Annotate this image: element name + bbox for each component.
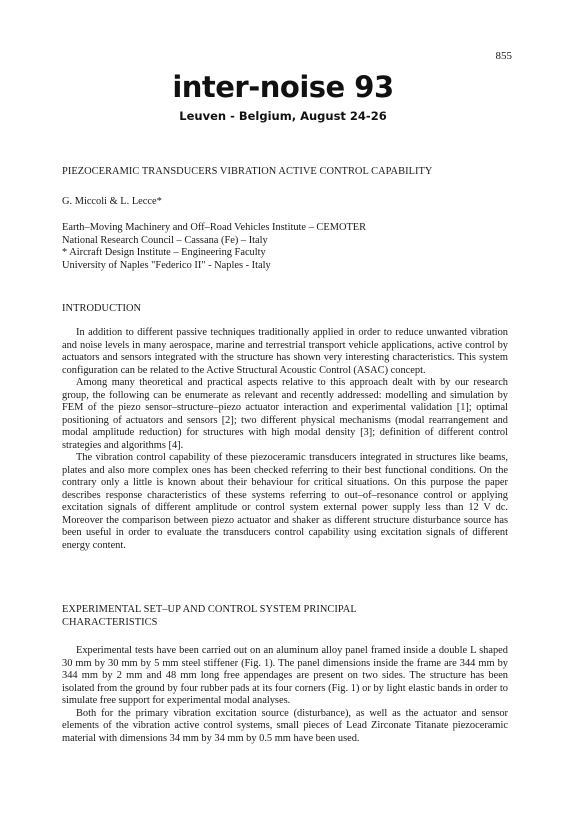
- paragraph: Experimental tests have been carried out on an aluminum alloy panel framed inside a double L shaped 30 mm by 30 mm by 5 mm steel stiffener (Fig. 1). The panel dimensions inside the frame are 344 mm by 344 mm by 2 mm and 48 mm long free appendages are present on two sides. The structure has been isolated from the ground by four rubber pads at its four corners (Fig. 1) or by light elastic bands in order to simulate free support for experimental modal analyses.: [62, 645, 508, 706]
- paper-title: PIEZOCERAMIC TRANSDUCERS VIBRATION ACTIVE CONTROL CAPABILITY: [62, 166, 433, 177]
- affiliation-line: Earth–Moving Machinery and Off–Road Vehicles Institute – CEMOTER: [62, 222, 367, 233]
- affiliation-line: * Aircraft Design Institute – Engineering Faculty: [62, 247, 266, 258]
- affiliation-line: National Research Council – Cassana (Fe) – Italy: [62, 234, 268, 246]
- paragraph: The vibration control capability of these piezoceramic transducers integrated in structures like beams, plates and also more complex ones has been checked referring to their best functional conditions. On the contrary only a little is known about their behaviour for critical situations. On this purpose the paper describes response characteristics of these systems referring to out–of–resonance control or applying excitation signals of different amplitude or control system external power supply less than 12 V dc. Moreover the comparison between piezo actuator and shaker as different structure disturbance source has been useful in order to evaluate the transducers control capability using excitation signals of different energy content.: [62, 452, 508, 551]
- heading-line: CHARACTERISTICS: [62, 616, 158, 628]
- conference-logo: inter-noise 93: [172, 70, 394, 104]
- paragraph: Both for the primary vibration excitation source (disturbance), as well as the actuator and sensor elements of the vibration active control systems, small pieces of Lead Zirconate Titanate piezoceramic material with dimensions 34 mm by 34 mm by 0.5 mm have been used.: [62, 707, 508, 744]
- page-number: 855: [495, 50, 512, 62]
- experimental-body: [62, 645, 508, 745]
- paper-authors: G. Miccoli & L. Lecce*: [62, 196, 162, 207]
- conference-subtitle: Leuven - Belgium, August 24-26: [179, 109, 387, 123]
- paragraph: In addition to different passive techniques traditionally applied in order to reduce unwanted vibration and noise levels in many aerospace, marine and terrestrial transport vehicle applications, active control by actuators and sensors integrated with the structure has shown very interesting characteristics. This system configuration can be related to the Active Structural Acoustic Control (ASAC) concept.: [62, 327, 508, 376]
- section-heading-introduction: INTRODUCTION: [62, 303, 142, 314]
- introduction-body: [62, 327, 508, 552]
- heading-line: EXPERIMENTAL SET–UP AND CONTROL SYSTEM PRINCIPAL: [62, 604, 357, 615]
- affiliations: [62, 222, 508, 272]
- affiliation-line: University of Naples "Federico II" - Naples - Italy: [62, 259, 271, 271]
- section-heading-experimental: [62, 604, 508, 629]
- paragraph: Among many theoretical and practical aspects relative to this approach dealt with by our research group, the following can be enumerate as relevant and recently addressed: modelling and simulation by FEM of the piezo sensor–structure–piezo actuator interaction and experimental validation [1]; optimal positioning of actuators and sensors [2]; two different physical mechanisms (modal rearrangement and modal amplitude reduction) for structures with high modal density [3]; definition of different control strategies and algorithms [4].: [62, 377, 508, 451]
